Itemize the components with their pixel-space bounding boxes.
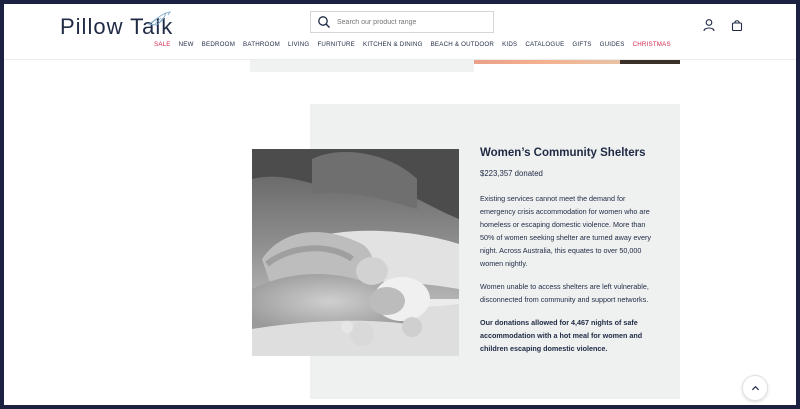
search-icon[interactable]	[317, 15, 331, 29]
nav-item-living[interactable]: LIVING	[287, 41, 310, 48]
nav-item-furniture[interactable]: FURNITURE	[317, 41, 355, 48]
nav-item-bedroom[interactable]: BEDROOM	[201, 41, 236, 48]
search-bar[interactable]	[310, 11, 494, 33]
nav-item-beach-outdoor[interactable]: BEACH & OUTDOOR	[430, 41, 495, 48]
previous-section-image-dark	[620, 60, 680, 64]
search-input[interactable]	[337, 19, 487, 26]
chevron-up-icon	[751, 384, 760, 393]
nav-item-catalogue[interactable]: CATALOGUE	[525, 41, 565, 48]
feature-paragraph: Existing services cannot meet the demand for emergency crisis accommodation for women who are homeless or escaping domestic violence. More than 50% of women seeking shelter are turned away every night. Across Australia, this equates to over 50,000 women nightly.	[480, 194, 651, 268]
header-actions	[702, 18, 744, 32]
nav-item-kids[interactable]: KIDS	[502, 41, 518, 48]
main-nav	[154, 41, 679, 48]
feature-paragraph: Women unable to access shelters are left vulnerable, disconnected from community and support networks.	[480, 282, 649, 304]
feature-title: Women’s Community Shelters	[480, 147, 646, 159]
nav-item-guides[interactable]: GUIDES	[599, 41, 625, 48]
feature-bold-paragraph: Our donations allowed for 4,467 nights of safe accommodation with a hot meal for women and children escaping domestic violence.	[480, 318, 643, 353]
previous-section-panel	[250, 60, 474, 72]
bird-logo-icon	[146, 10, 172, 30]
nav-item-gifts[interactable]: GIFTS	[572, 41, 592, 48]
nav-item-bathroom[interactable]: BATHROOM	[243, 41, 280, 48]
scroll-to-top-button[interactable]	[742, 375, 768, 401]
nav-item-sale[interactable]: SALE	[154, 41, 171, 48]
feature-photo	[252, 149, 459, 356]
nav-item-new[interactable]: NEW	[178, 41, 194, 48]
nav-item-christmas[interactable]: CHRISTMAS	[632, 41, 671, 48]
previous-section-image	[474, 60, 620, 64]
user-icon[interactable]	[702, 18, 716, 32]
site-header	[4, 4, 796, 60]
feature-text	[480, 147, 660, 365]
nav-item-kitchen-dining[interactable]: KITCHEN & DINING	[363, 41, 423, 48]
logo[interactable]: Pillow Talk	[60, 14, 174, 39]
bag-icon[interactable]	[730, 18, 744, 32]
donation-amount: $223,357 donated	[480, 169, 543, 178]
mother-child-photo-illustration	[252, 149, 459, 356]
